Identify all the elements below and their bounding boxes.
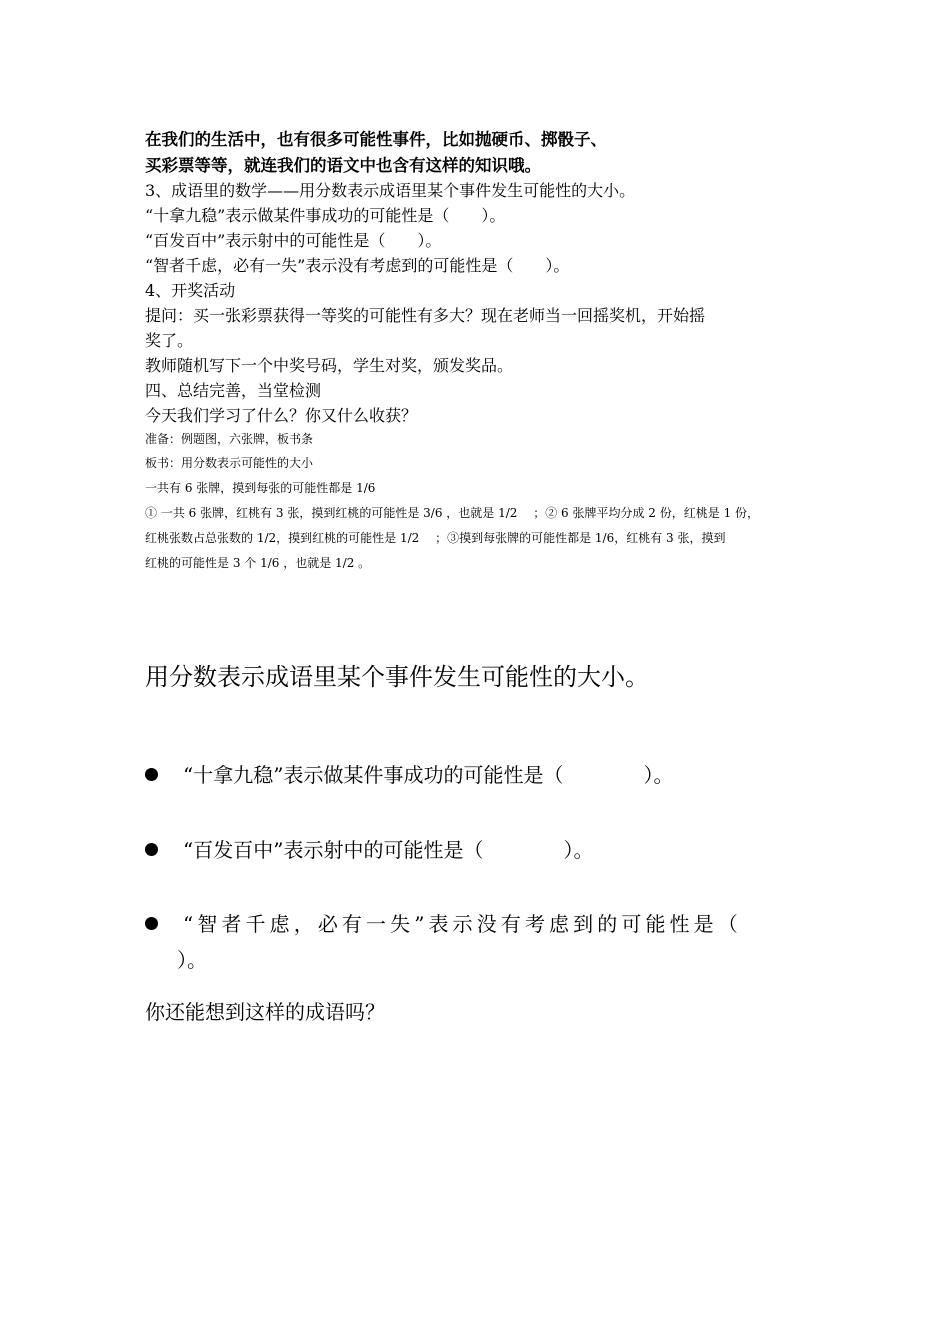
- bullet-icon: [145, 917, 158, 930]
- notes-detail-2: 红桃张数占总张数的 1/2，摸到红桃的可能性是 1/2 ；③摸到每张牌的可能性都是 1/6，红桃有 3 张，摸到: [145, 531, 726, 545]
- section3-heading: 3、成语里的数学——用分数表示成语里某个事件发生可能性的大小。: [145, 181, 636, 200]
- section3-question-3: “智者千虑，必有一失”表示没有考虑到的可能性是（ ）。: [145, 256, 570, 275]
- section3-question-1: “十拿九稳”表示做某件事成功的可能性是（ ）。: [145, 206, 506, 225]
- section4-heading: 4、开奖活动: [145, 281, 236, 300]
- bullet-text: “百发百中”表示射中的可能性是（ ）。: [183, 838, 594, 862]
- notes-detail-1: ① 一共 6 张牌，红桃有 3 张，摸到红桃的可能性是 3/6 ，也就是 1/2 ；② 6 张牌平均分成 2 份，红桃是 1 份，: [145, 506, 760, 520]
- section4-teacher-note: 教师随机写下一个中奖号码，学生对奖，颁发奖品。: [145, 356, 514, 375]
- bullet-text-continuation: ）。: [177, 948, 207, 972]
- section3-question-2: “百发百中”表示射中的可能性是（ ）。: [145, 231, 442, 250]
- bullet-text: “智者千虑，必有一失”表示没有考虑到的可能性是（: [183, 912, 742, 936]
- summary-heading: 四、总结完善，当堂检测: [145, 381, 322, 400]
- bullet-icon: [145, 843, 158, 856]
- section4-ask-line-2: 奖了。: [145, 331, 194, 350]
- bullet-text: “十拿九稳”表示做某件事成功的可能性是（ ）。: [183, 763, 674, 787]
- notes-board: 板书：用分数表示可能性的大小: [145, 456, 314, 470]
- section4-ask-line-1: 提问：买一张彩票获得一等奖的可能性有多大？现在老师当一回摇奖机，开始摇: [145, 306, 706, 325]
- summary-question: 今天我们学习了什么？你又什么收获？: [145, 406, 418, 425]
- notes-total: 一共有 6 张牌，摸到每张的可能性都是 1/6: [145, 481, 376, 495]
- intro-line-2: 买彩票等等，就连我们的语文中也含有这样的知识哦。: [145, 156, 541, 175]
- bullet-icon: [145, 768, 158, 781]
- worksheet-title: 用分数表示成语里某个事件发生可能性的大小。: [145, 663, 649, 691]
- notes-prep: 准备：例题图，六张牌，板书条: [145, 432, 314, 446]
- intro-line-1: 在我们的生活中，也有很多可能性事件，比如抛硬币、掷骰子、: [145, 130, 607, 149]
- notes-detail-3: 红桃的可能性是 3 个 1/6 ，也就是 1/2 。: [145, 556, 371, 570]
- worksheet-closing-question: 你还能想到这样的成语吗？: [145, 1000, 385, 1024]
